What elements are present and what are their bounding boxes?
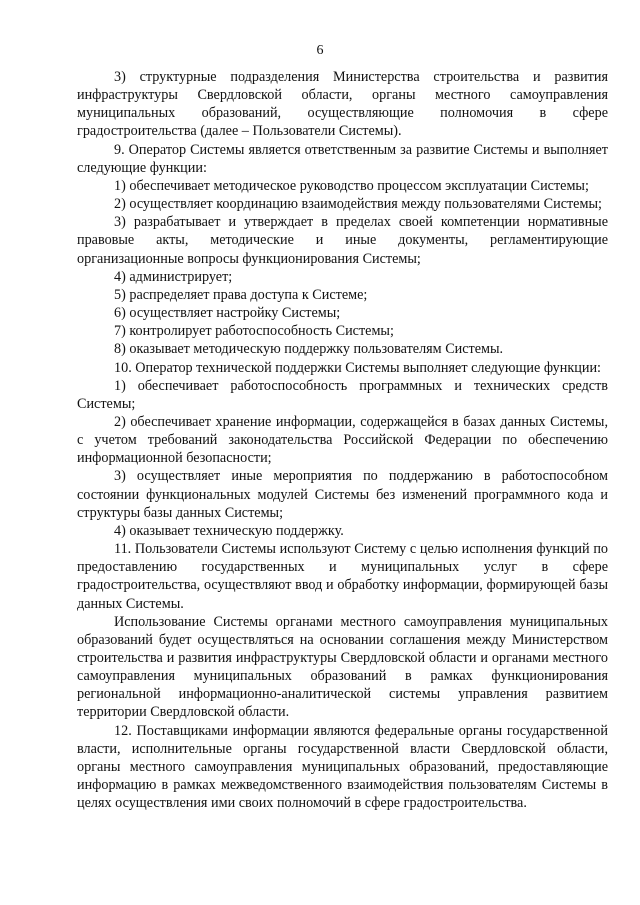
operator-function-4: 4) администрирует; xyxy=(114,268,233,285)
paragraph-usage-agreement: Использование Системы органами местного самоуправления муниципальных образований будет осуществляться на основании соглашения между Министерством строительства и развития инфраструктуры Свердловской области и органами местного самоуправления муниципальных образований в рамках функционирования региональной информационно-аналитической системы управления развитием территории Свердловской области. xyxy=(77,613,608,721)
operator-function-8: 8) оказывает методическую поддержку пользователям Системы. xyxy=(114,341,504,358)
document-body xyxy=(77,68,608,812)
operator-function-5: 5) распределяет права доступа к Системе; xyxy=(114,286,368,303)
operator-function-7: 7) контролирует работоспособность Системы; xyxy=(114,323,394,340)
operator-function-3: 3) разрабатывает и утверждает в пределах своей компетенции нормативные правовые акты, методические и иные документы, регламентирующие организационные вопросы функционирования Системы; xyxy=(77,214,608,267)
page-number: 6 xyxy=(316,43,324,58)
paragraph-10-support-operator: 10. Оператор технической поддержки Системы выполняет следующие функции: xyxy=(114,359,601,376)
support-function-3: 3) осуществляет иные мероприятия по поддержанию в работоспособном состоянии функциональных модулей Системы без изменений программного кода и структуры базы данных Системы; xyxy=(77,468,608,521)
support-function-2: 2) обеспечивает хранение информации, содержащейся в базах данных Системы, с учетом требований законодательства Российской Федерации по обеспечению информационной безопасности; xyxy=(77,413,608,467)
operator-function-2: 2) осуществляет координацию взаимодействия между пользователями Системы; xyxy=(114,196,602,213)
paragraph-9-operator: 9. Оператор Системы является ответственным за развитие Системы и выполняет следующие функции: xyxy=(77,141,608,176)
support-function-1: 1) обеспечивает работоспособность программных и технических средств Системы; xyxy=(77,377,608,412)
support-function-4: 4) оказывает техническую поддержку. xyxy=(114,522,344,539)
operator-function-1: 1) обеспечивает методическое руководство процессом эксплуатации Системы; xyxy=(114,177,589,194)
paragraph-11-users: 11. Пользователи Системы используют Систему с целью исполнения функций по предоставлению государственных и муниципальных услуг в сфере градостроительства, осуществляют ввод и обработку информации, формирующей базы данных Системы. xyxy=(77,541,608,612)
operator-function-6: 6) осуществляет настройку Системы; xyxy=(114,305,341,322)
paragraph-12-providers: 12. Поставщиками информации являются федеральные органы государственной власти, исполнительные органы государственной власти Свердловской области, органы местного самоуправления муниципальных образований, предоставляющие информацию в рамках межведомственного взаимодействия пользователям Системы в целях осуществления ими своих полномочий в сфере градостроительства. xyxy=(77,722,608,812)
paragraph-item-3-users: 3) структурные подразделения Министерства строительства и развития инфраструктуры Свердловской области, органы местного самоуправления муниципальных образований, осуществляющие полномочия в сфере градостроительства (далее – Пользователи Системы). xyxy=(77,69,608,140)
